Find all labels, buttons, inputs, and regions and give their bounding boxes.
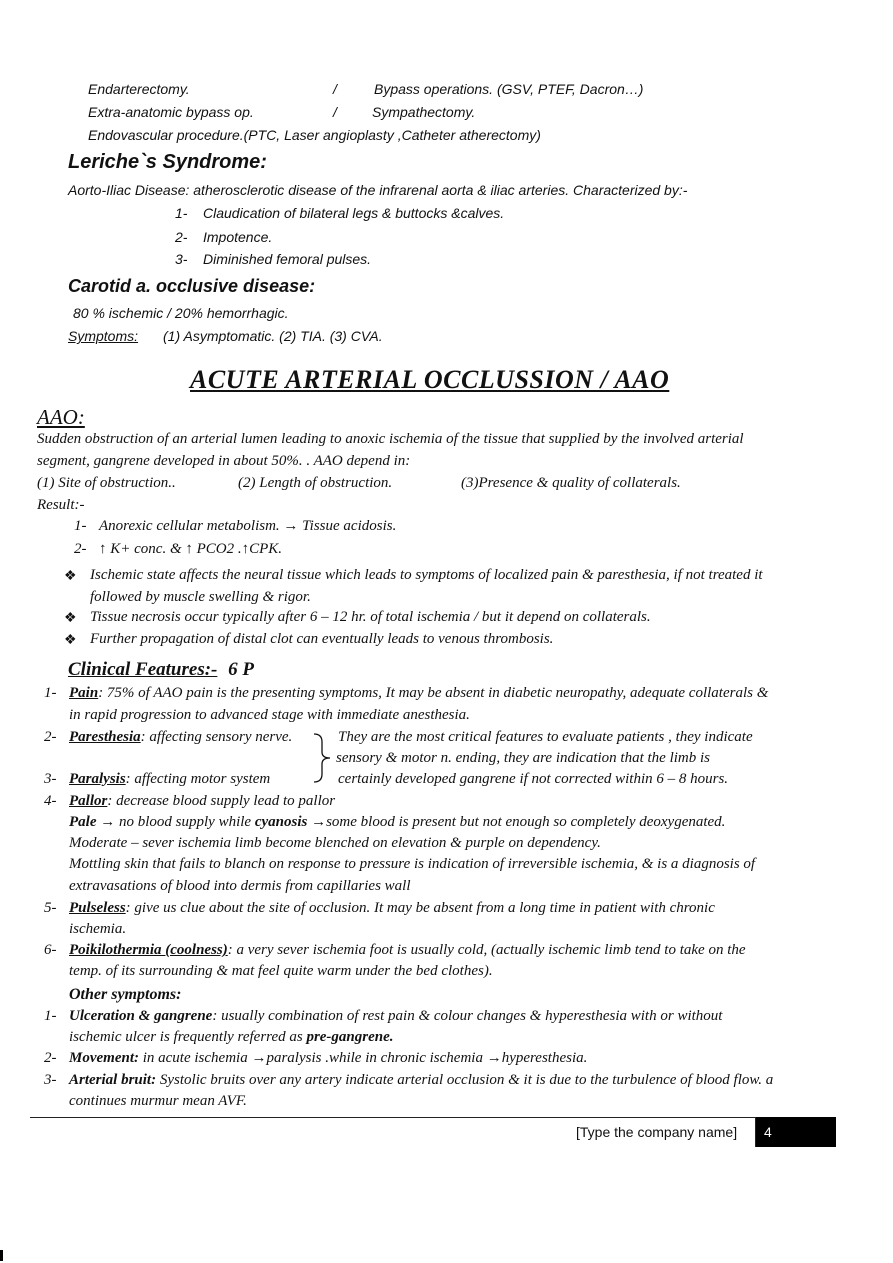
top-row1-right: Bypass operations. (GSV, PTEF, Dacron…) [374, 81, 644, 97]
bruit-line [69, 1072, 773, 1089]
mottling-line2: extravasations of blood into dermis from capillaries wall [69, 878, 411, 894]
aao-dependency-2: (2) Length of obstruction. [238, 475, 393, 491]
result-text: ↑ K+ conc. & ↑ PCO2 .↑CPK. [99, 541, 283, 557]
mottling-line1: Mottling skin that fails to blanch on response to pressure is indication of irreversible ischemia, & is a diagnosis of [69, 856, 756, 872]
paresthesia-label: Paresthesia [69, 729, 141, 745]
top-row3: Endovascular procedure.(PTC, Laser angioplasty ,Catheter atherectomy) [88, 127, 541, 143]
pain-text: : 75% of AAO pain is the presenting symptoms, It may be absent in diabetic neuropathy, adequate collaterals & [98, 685, 769, 701]
leriche-intro: Aorto-Iliac Disease: atherosclerotic disease of the infrarenal aorta & iliac arteries. Characterized by:- [68, 182, 688, 198]
movement-text: in acute ischemia →paralysis .while in chronic ischemia →hyperesthesia. [138, 1050, 588, 1066]
top-row2-sep: / [333, 104, 337, 120]
pale-mid: → no blood supply while [96, 814, 255, 830]
bullet-text: Tissue necrosis occur typically after 6 – 12 hr. of total ischemia / but it depend on collaterals. [90, 609, 651, 625]
result-text: Anorexic cellular metabolism. → Tissue acidosis. [99, 518, 397, 534]
movement-line [69, 1050, 587, 1067]
pain-line2: in rapid progression to advanced stage with immediate anesthesia. [69, 707, 470, 723]
pulseless-label: Pulseless [69, 900, 126, 916]
top-row1-sep: / [333, 81, 337, 97]
top-row2-left: Extra-anatomic bypass op. [88, 104, 254, 120]
brace-note-line2: sensory & motor n. ending, they are indication that the limb is [336, 750, 710, 766]
pulseless-line [69, 900, 715, 917]
bruit-line2: continues murmur mean AVF. [69, 1093, 247, 1109]
footer-company: [Type the company name] [576, 1124, 738, 1140]
aao-dependency-1: (1) Site of obstruction.. [37, 475, 176, 491]
leriche-item-num: 2- [175, 229, 188, 245]
top-row1-left: Endarterectomy. [88, 81, 190, 97]
bullet-text: Ischemic state affects the neural tissue which leads to symptoms of localized pain & paresthesia, if not treated it [90, 567, 763, 583]
paresthesia-line [69, 729, 292, 746]
pale-line [69, 814, 725, 831]
page-title: ACUTE ARTERIAL OCCLUSSION / AAO [190, 365, 670, 394]
clinical-num: 1- [44, 685, 57, 701]
brace-icon [312, 732, 334, 784]
pale-end: →some blood is present but not enough so completely deoxygenated. [307, 814, 726, 830]
carotid-symptoms-label: Symptoms: [68, 328, 139, 344]
other-num: 1- [44, 1008, 57, 1024]
poikilothermia-line2: temp. of its surrounding & mat feel quite warm under the bed clothes). [69, 963, 493, 979]
paralysis-text: : affecting motor system [125, 771, 271, 787]
aao-result-label: Result:- [37, 497, 85, 513]
bullet-icon: ❖ [64, 633, 77, 648]
carotid-symptoms-text: (1) Asymptomatic. (2) TIA. (3) CVA. [163, 328, 383, 344]
other-num: 3- [44, 1072, 57, 1088]
paralysis-label: Paralysis [69, 771, 126, 787]
moderate-line: Moderate – sever ischemia limb become blenched on elevation & purple on dependency. [69, 835, 601, 851]
aao-heading: AAO: [37, 405, 85, 429]
brace-note-line3: certainly developed gangrene if not corrected within 6 – 8 hours. [338, 771, 729, 787]
carotid-heading: Carotid a. occlusive disease: [68, 276, 316, 296]
pale-word: Pale [69, 814, 97, 830]
leriche-item-num: 3- [175, 251, 188, 267]
clinical-num: 4- [44, 793, 57, 809]
clinical-heading: Clinical Features:- [68, 659, 218, 680]
pain-line [69, 685, 768, 702]
poikilothermia-text: : a very sever ischemia foot is usually cold, (actually ischemic limb tend to take on the [227, 942, 746, 958]
bruit-label: Arterial bruit: [69, 1072, 157, 1088]
footer-divider [30, 1117, 836, 1118]
other-num: 2- [44, 1050, 57, 1066]
aao-definition-line1: Sudden obstruction of an arterial lumen leading to anoxic ischemia of the tissue that supplied by the involved arterial [37, 431, 744, 447]
leriche-item-num: 1- [175, 205, 188, 221]
leriche-item-text: Diminished femoral pulses. [203, 251, 372, 267]
ulceration-label: Ulceration & gangrene [69, 1008, 213, 1024]
other-heading: Other symptoms: [69, 986, 182, 1003]
aao-dependency-3: (3)Presence & quality of collaterals. [461, 475, 681, 491]
scan-mark [0, 1250, 3, 1261]
aao-definition-line2: segment, gangrene developed in about 50%. . AAO depend in: [37, 453, 411, 469]
ulceration-text: : usually combination of rest pain & colour changes & hyperesthesia with or without [212, 1008, 723, 1024]
clinical-num: 2- [44, 729, 57, 745]
leriche-item-text: Impotence. [203, 229, 273, 245]
pulseless-line2: ischemia. [69, 921, 127, 937]
bullet-text-cont: followed by muscle swelling & rigor. [90, 589, 311, 605]
ulceration-line2 [69, 1029, 394, 1046]
ulceration-line [69, 1008, 722, 1025]
clinical-num: 3- [44, 771, 57, 787]
pallor-label: Pallor [69, 793, 108, 809]
clinical-num: 5- [44, 900, 57, 916]
poikilothermia-label: Poikilothermia (coolness) [69, 942, 228, 958]
leriche-heading: Leriche`s Syndrome: [68, 151, 267, 173]
movement-label: Movement: [69, 1050, 139, 1066]
pulseless-text: : give us clue about the site of occlusion. It may be absent from a long time in patient with chronic [125, 900, 715, 916]
poikilothermia-line [69, 942, 746, 959]
clinical-heading-wrap [68, 659, 254, 681]
paralysis-line [69, 771, 270, 788]
pre-gangrene-term: pre-gangrene. [306, 1029, 394, 1045]
pallor-text: : decrease blood supply lead to pallor [107, 793, 336, 809]
top-row2-right: Sympathectomy. [372, 104, 476, 120]
leriche-item-text: Claudication of bilateral legs & buttocks &calves. [203, 205, 505, 221]
carotid-ratio: 80 % ischemic / 20% hemorrhagic. [73, 305, 289, 321]
pain-label: Pain [69, 685, 99, 701]
ulceration-line2-text: ischemic ulcer is frequently referred as [69, 1029, 307, 1045]
paresthesia-text: : affecting sensory nerve. [140, 729, 293, 745]
pallor-line [69, 793, 335, 810]
brace-note-line1: They are the most critical features to evaluate patients , they indicate [338, 729, 753, 745]
clinical-num: 6- [44, 942, 57, 958]
clinical-heading-suffix: 6 P [228, 659, 254, 680]
bullet-icon: ❖ [64, 569, 77, 584]
bruit-text: Systolic bruits over any artery indicate arterial occlusion & it is due to the turbulence of blood flow. a [156, 1072, 774, 1088]
page-number: 4 [756, 1117, 836, 1147]
cyanosis-word: cyanosis [254, 814, 308, 830]
bullet-text: Further propagation of distal clot can eventually leads to venous thrombosis. [90, 631, 554, 647]
bullet-icon: ❖ [64, 611, 77, 626]
result-num: 1- [74, 518, 87, 534]
result-num: 2- [74, 541, 87, 557]
